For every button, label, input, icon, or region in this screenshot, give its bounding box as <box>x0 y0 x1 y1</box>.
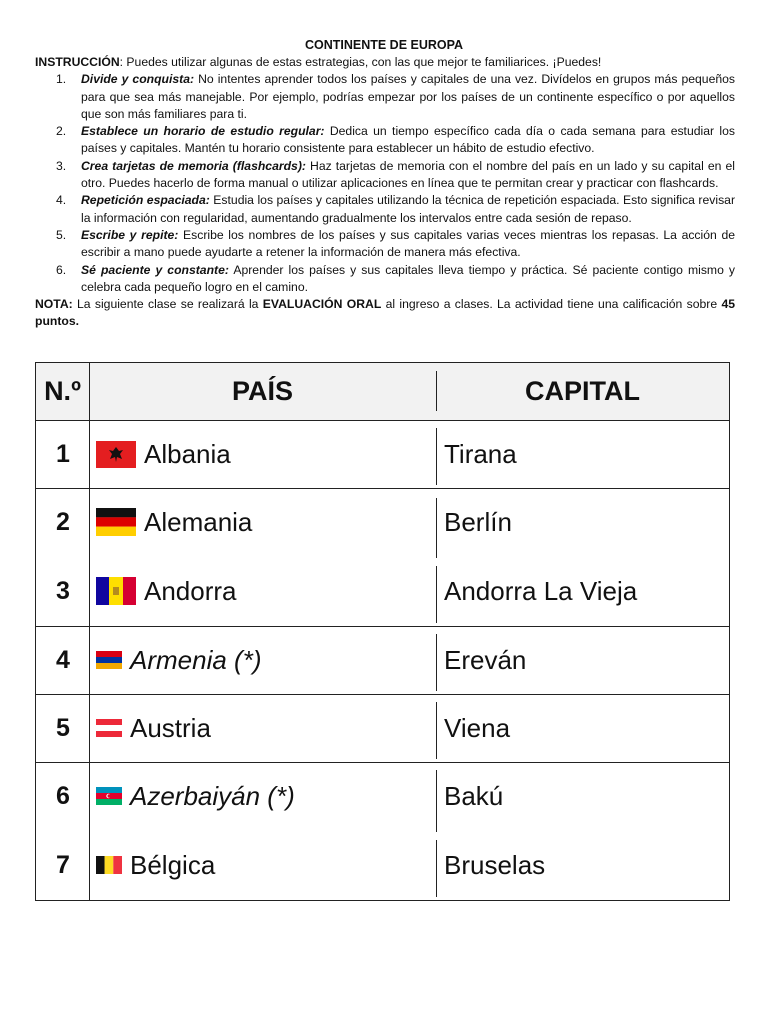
page-title: CONTINENTE DE EUROPA <box>304 38 464 52</box>
austria-flag-icon <box>96 719 122 737</box>
header-country: PAÍS <box>231 376 293 406</box>
azerbaijan-flag-icon <box>96 787 122 805</box>
country-name: Azerbaiyán (*) <box>130 780 295 811</box>
row-number: 5 <box>56 713 70 742</box>
strategy-list <box>35 71 735 296</box>
strategy-item <box>56 192 735 227</box>
strategy-number: 6. <box>56 262 67 277</box>
strategy-text: Haz tarjetas de memoria con el nombre del país en un lado y su capital en el otro. Puedes hacerlo de forma manual o utilizar aplicaciones en línea que te permitan crear y practicar con flashcards. <box>81 158 735 191</box>
table-row <box>36 488 729 556</box>
table-row <box>36 831 729 899</box>
capital-name: Andorra La Vieja <box>444 575 638 606</box>
strategy-item <box>56 158 735 193</box>
row-number: 3 <box>56 576 70 605</box>
strategy-item <box>56 123 735 158</box>
strategy-item <box>56 227 735 262</box>
table-row <box>36 420 729 488</box>
row-number: 4 <box>56 645 70 674</box>
table-row <box>36 557 729 625</box>
germany-flag-icon <box>96 508 136 536</box>
header-capital: CAPITAL <box>525 376 640 406</box>
strategy-lead: Crea tarjetas de memoria (flashcards): <box>81 158 306 173</box>
strategy-number: 4. <box>56 193 67 208</box>
note-text: al ingreso a clases. La actividad tiene una calificación sobre <box>381 297 722 312</box>
note-label: NOTA: <box>35 297 73 312</box>
capital-name: Viena <box>444 712 511 743</box>
instruction-label: INSTRUCCIÓN <box>35 55 120 69</box>
strategy-number: 1. <box>56 72 67 87</box>
note-evaluation: EVALUACIÓN ORAL <box>262 297 382 312</box>
country-cell <box>96 420 431 488</box>
note-points: 45 puntos. <box>35 297 735 329</box>
capital-name: Tirana <box>444 438 517 469</box>
albania-flag-icon <box>96 441 136 468</box>
country-cell <box>96 694 431 762</box>
country-cell <box>96 831 431 899</box>
countries-table <box>35 362 730 901</box>
instruction-line <box>35 54 735 71</box>
capital-name: Bakú <box>444 780 504 811</box>
strategy-text: Dedica un tiempo específico cada día o cada semana para estudiar los países y capitales. Mantén tu horario consistente para establecer un hábito de estudio efectivo. <box>81 124 735 156</box>
instructions-block <box>35 54 735 331</box>
capital-name: Berlín <box>444 506 512 537</box>
country-name: Andorra <box>144 575 237 606</box>
strategy-item <box>56 71 735 123</box>
andorra-flag-icon <box>96 577 136 605</box>
strategy-lead: Establece un horario de estudio regular: <box>81 124 325 139</box>
table-row <box>36 694 729 762</box>
row-number: 7 <box>56 850 70 879</box>
country-name: Bélgica <box>130 849 216 880</box>
note-paragraph <box>35 296 735 331</box>
note-text: La siguiente clase se realizará la <box>72 297 263 312</box>
header-number: N.º <box>44 376 81 406</box>
armenia-flag-icon <box>96 651 122 669</box>
country-cell <box>96 762 431 830</box>
strategy-lead: Divide y conquista: <box>81 72 195 87</box>
strategy-number: 2. <box>56 124 67 139</box>
country-name: Albania <box>144 438 231 469</box>
strategy-text: Escribe los nombres de los países y sus capitales varias veces mientras los repasas. La acción de escribir a mano puede ayudarte a retener la información de manera más efectiva. <box>81 227 735 260</box>
strategy-number: 3. <box>56 158 67 173</box>
country-name: Armenia (*) <box>130 644 262 675</box>
country-name: Alemania <box>144 506 253 537</box>
capital-name: Ereván <box>444 644 527 675</box>
strategy-lead: Escribe y repite: <box>81 227 179 242</box>
strategy-text: No intentes aprender todos los países y capitales de una vez. Divídelos en grupos más pequeños para que sea más manejable. Por ejemplo, podrías empezar por los países de un continente específico o por aquellos que son más familiares para ti. <box>81 72 735 121</box>
capital-name: Bruselas <box>444 849 546 880</box>
strategy-text: Aprender los países y sus capitales lleva tiempo y práctica. Sé paciente contigo mismo y celebra cada pequeño logro en el camino. <box>81 262 735 294</box>
row-number: 6 <box>56 781 70 810</box>
instruction-text: : Puedes utilizar algunas de estas estrategias, con las que mejor te familiarices. ¡Puedes! <box>119 55 602 69</box>
country-cell <box>96 626 431 694</box>
country-name: Austria <box>130 712 211 743</box>
table-row <box>36 762 729 830</box>
strategy-number: 5. <box>56 227 67 242</box>
row-number: 2 <box>56 507 70 536</box>
strategy-lead: Repetición espaciada: <box>81 193 210 208</box>
table-row <box>36 626 729 694</box>
country-cell <box>96 488 431 556</box>
row-number: 1 <box>56 439 70 468</box>
country-cell <box>96 557 431 625</box>
strategy-item <box>56 262 735 297</box>
belgium-flag-icon <box>96 856 122 874</box>
strategy-lead: Sé paciente y constante: <box>81 262 229 277</box>
strategy-text: Estudia los países y capitales utilizando la técnica de repetición espaciada. Esto significa revisar la información con regularidad, aumentando gradualmente los intervalos entre cada sesión de repaso. <box>81 193 735 225</box>
